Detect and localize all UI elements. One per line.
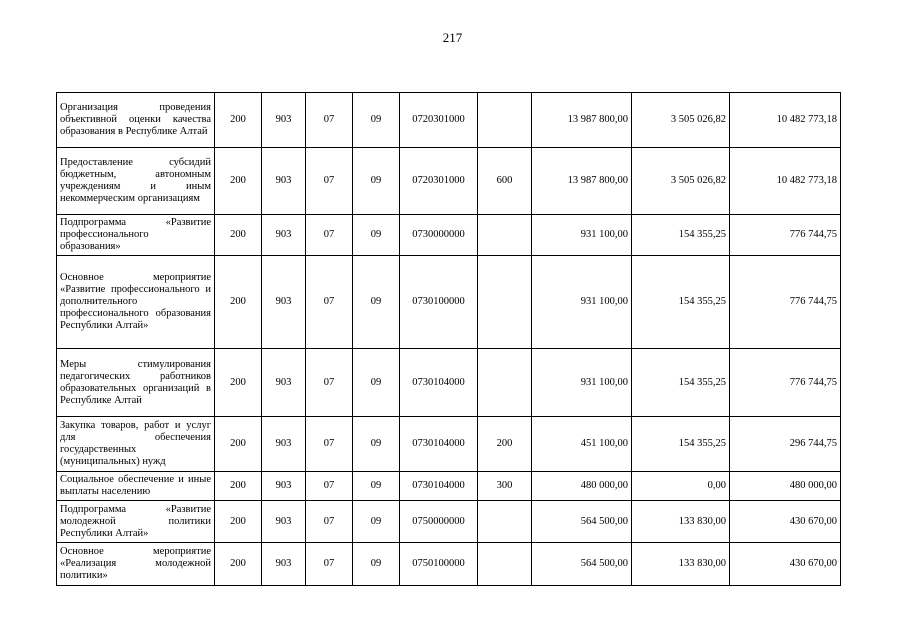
expense-type-cell [478,256,532,349]
target-article-cell: 0730104000 [400,417,478,472]
amount-1-cell: 931 100,00 [532,215,632,256]
expense-type-cell [478,93,532,148]
table-row [57,148,841,215]
section-cell: 07 [306,417,353,472]
row-name: Социальное обеспечение и иные выплаты населению [57,472,215,501]
code-cell: 903 [262,148,306,215]
row-name: Меры стимулирования педагогических работников образовательных организаций в Республике Алтай [57,349,215,417]
section-cell: 07 [306,93,353,148]
amount-1-cell: 564 500,00 [532,501,632,543]
row-name: Основное мероприятие «Реализация молодежной политики» [57,543,215,586]
table-row [57,501,841,543]
page-number: 217 [442,30,463,45]
amount-2-cell: 133 830,00 [632,501,730,543]
code-cell: 903 [262,93,306,148]
target-article-cell: 0730100000 [400,256,478,349]
grbs-cell: 200 [215,93,262,148]
subsection-cell: 09 [353,472,400,501]
row-name: Подпрограмма «Развитие профессионального образования» [57,215,215,256]
table-row [57,256,841,349]
amount-2-cell: 3 505 026,82 [632,148,730,215]
amount-3-cell: 480 000,00 [730,472,841,501]
budget-table [56,92,841,586]
amount-3-cell: 776 744,75 [730,215,841,256]
row-name: Организация проведения объективной оценки качества образования в Республике Алтай [57,93,215,148]
amount-2-cell: 154 355,25 [632,349,730,417]
grbs-cell: 200 [215,501,262,543]
target-article-cell: 0730104000 [400,472,478,501]
target-article-cell: 0730104000 [400,349,478,417]
target-article-cell: 0750100000 [400,543,478,586]
code-cell: 903 [262,256,306,349]
grbs-cell: 200 [215,148,262,215]
amount-2-cell: 154 355,25 [632,215,730,256]
amount-3-cell: 10 482 773,18 [730,93,841,148]
amount-2-cell: 0,00 [632,472,730,501]
subsection-cell: 09 [353,349,400,417]
subsection-cell: 09 [353,417,400,472]
expense-type-cell [478,215,532,256]
code-cell: 903 [262,215,306,256]
amount-3-cell: 296 744,75 [730,417,841,472]
section-cell: 07 [306,472,353,501]
code-cell: 903 [262,501,306,543]
grbs-cell: 200 [215,543,262,586]
section-cell: 07 [306,349,353,417]
section-cell: 07 [306,215,353,256]
target-article-cell: 0720301000 [400,148,478,215]
code-cell: 903 [262,349,306,417]
expense-type-cell [478,501,532,543]
grbs-cell: 200 [215,349,262,417]
subsection-cell: 09 [353,148,400,215]
amount-3-cell: 430 670,00 [730,501,841,543]
amount-1-cell: 931 100,00 [532,256,632,349]
section-cell: 07 [306,543,353,586]
expense-type-cell: 200 [478,417,532,472]
grbs-cell: 200 [215,417,262,472]
expense-type-cell: 300 [478,472,532,501]
subsection-cell: 09 [353,93,400,148]
subsection-cell: 09 [353,256,400,349]
amount-3-cell: 776 744,75 [730,349,841,417]
grbs-cell: 200 [215,215,262,256]
expense-type-cell [478,543,532,586]
section-cell: 07 [306,256,353,349]
amount-2-cell: 3 505 026,82 [632,93,730,148]
grbs-cell: 200 [215,472,262,501]
subsection-cell: 09 [353,543,400,586]
grbs-cell: 200 [215,256,262,349]
code-cell: 903 [262,543,306,586]
expense-type-cell: 600 [478,148,532,215]
row-name: Предоставление субсидий бюджетным, автономным учреждениям и иным некоммерческим организациям [57,148,215,215]
amount-3-cell: 776 744,75 [730,256,841,349]
target-article-cell: 0750000000 [400,501,478,543]
amount-1-cell: 564 500,00 [532,543,632,586]
amount-1-cell: 13 987 800,00 [532,93,632,148]
table-row [57,93,841,148]
section-cell: 07 [306,148,353,215]
amount-2-cell: 154 355,25 [632,256,730,349]
table-row [57,472,841,501]
amount-3-cell: 10 482 773,18 [730,148,841,215]
subsection-cell: 09 [353,501,400,543]
amount-1-cell: 931 100,00 [532,349,632,417]
table-row [57,543,841,586]
expense-type-cell [478,349,532,417]
code-cell: 903 [262,417,306,472]
target-article-cell: 0720301000 [400,93,478,148]
table-row [57,349,841,417]
code-cell: 903 [262,472,306,501]
row-name: Подпрограмма «Развитие молодежной политики Республики Алтай» [57,501,215,543]
amount-1-cell: 451 100,00 [532,417,632,472]
row-name: Основное мероприятие «Развитие профессионального и дополнительного профессионального образования Республики Алтай» [57,256,215,349]
amount-2-cell: 154 355,25 [632,417,730,472]
amount-2-cell: 133 830,00 [632,543,730,586]
table-row [57,417,841,472]
amount-1-cell: 480 000,00 [532,472,632,501]
table-row [57,215,841,256]
amount-1-cell: 13 987 800,00 [532,148,632,215]
row-name: Закупка товаров, работ и услуг для обеспечения государственных (муниципальных) нужд [57,417,215,472]
target-article-cell: 0730000000 [400,215,478,256]
section-cell: 07 [306,501,353,543]
subsection-cell: 09 [353,215,400,256]
amount-3-cell: 430 670,00 [730,543,841,586]
